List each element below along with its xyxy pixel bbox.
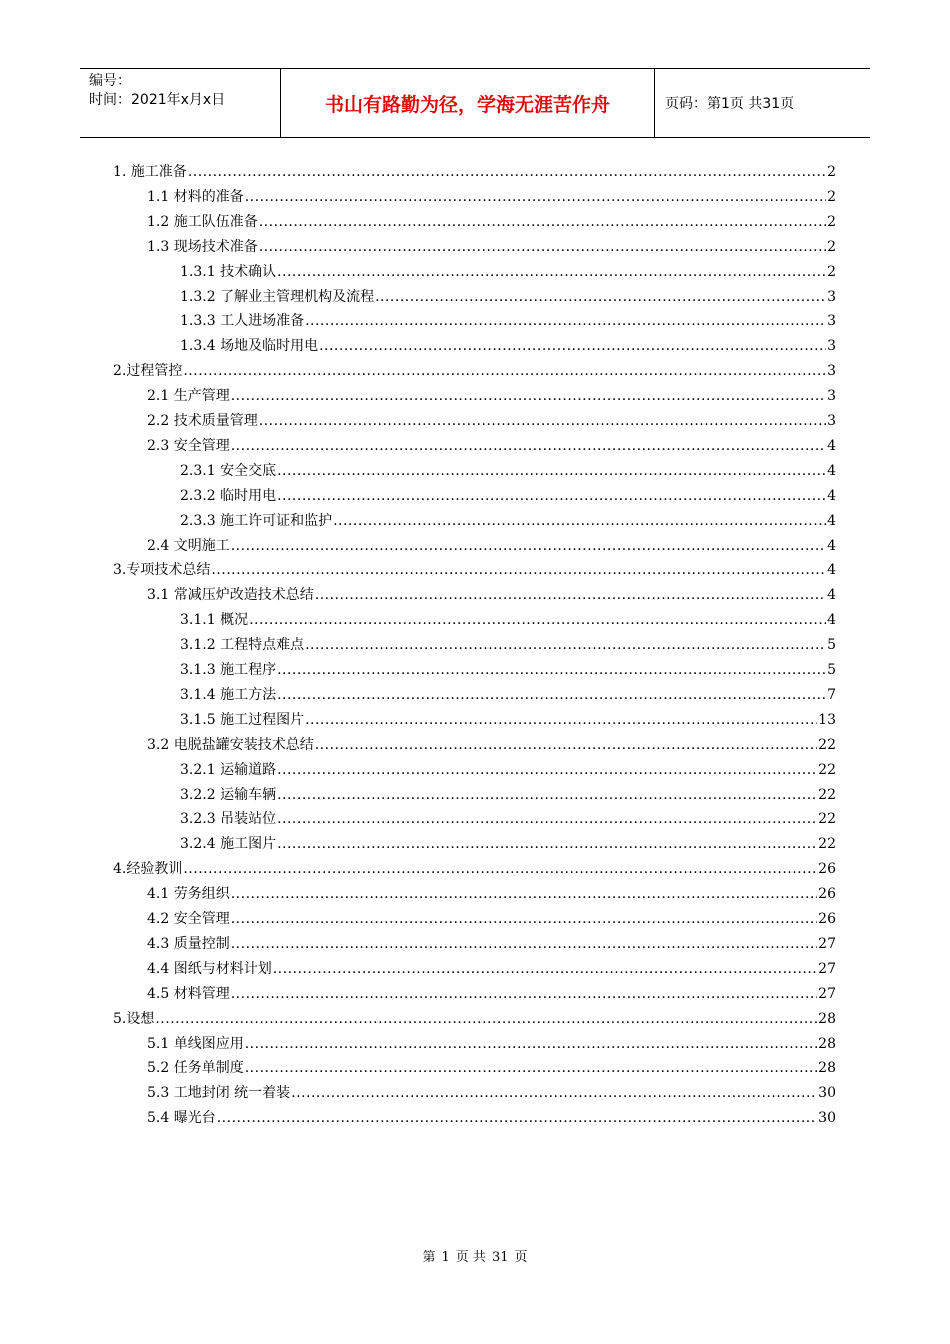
- toc-entry[interactable]: [147, 384, 836, 408]
- toc-entry[interactable]: [147, 982, 836, 1006]
- toc-entry[interactable]: [180, 334, 836, 358]
- toc-entry-page: 4: [827, 587, 836, 604]
- toc-leader-dots: [277, 459, 826, 483]
- toc-leader-dots: [259, 210, 826, 234]
- toc-entry[interactable]: [180, 285, 836, 309]
- toc-entry-page: 3: [827, 388, 836, 405]
- toc-entry[interactable]: [113, 857, 836, 881]
- toc-entry-page: 26: [818, 861, 836, 878]
- toc-entry-page: 3: [827, 363, 836, 380]
- toc-entry-page: 22: [818, 836, 836, 853]
- toc-leader-dots: [155, 1007, 817, 1031]
- toc-entry-page: 13: [818, 711, 836, 728]
- toc-leader-dots: [231, 534, 826, 558]
- toc-entry-label: 2.4 文明施工: [147, 537, 230, 554]
- toc-entry-page: 2: [827, 188, 836, 205]
- toc-entry-label: 1. 施工准备: [113, 164, 187, 180]
- toc-entry-label: 1.3 现场技术准备: [147, 238, 258, 255]
- header-number-label: 编号：: [89, 73, 131, 89]
- toc-entry-page: 7: [827, 686, 836, 703]
- footer-suffix: 页: [514, 1250, 528, 1265]
- toc-leader-dots: [231, 932, 817, 956]
- toc-leader-dots: [249, 608, 826, 632]
- toc-entry[interactable]: [180, 309, 836, 333]
- footer-prefix: 第: [422, 1250, 436, 1265]
- toc-entry[interactable]: [113, 558, 836, 582]
- toc-leader-dots: [231, 907, 817, 931]
- toc-entry[interactable]: [147, 932, 836, 956]
- toc-entry[interactable]: [147, 882, 836, 906]
- toc-entry-label: 1.1 材料的准备: [147, 188, 244, 205]
- toc-entry-label: 3.2.2 运输车辆: [180, 786, 277, 803]
- toc-entry-page: 22: [818, 736, 836, 753]
- toc-entry-label: 3.1.4 施工方法: [180, 686, 277, 703]
- toc-entry-label: 3.1.1 概况: [180, 612, 249, 629]
- toc-entry[interactable]: [180, 633, 836, 657]
- toc-entry-label: 4.2 安全管理: [147, 911, 230, 927]
- toc-entry-page: 4: [827, 512, 836, 529]
- toc-entry-label: 2.3 安全管理: [147, 437, 230, 454]
- toc-entry-label: 3.2.4 施工图片: [180, 836, 277, 853]
- toc-leader-dots: [277, 484, 826, 508]
- toc-leader-dots: [319, 334, 826, 358]
- toc-entry-label: 3.1 常减压炉改造技术总结: [147, 587, 314, 604]
- toc-entry-page: 3: [827, 288, 836, 305]
- toc-leader-dots: [305, 309, 826, 333]
- toc-leader-dots: [245, 185, 826, 209]
- toc-entry-page: 2: [827, 213, 836, 230]
- toc-entry-page: 5: [827, 662, 836, 678]
- toc-entry-label: 2.2 技术质量管理: [147, 413, 258, 429]
- toc-entry[interactable]: [180, 683, 836, 707]
- toc-entry[interactable]: [180, 758, 836, 782]
- toc-entry[interactable]: [180, 484, 836, 508]
- toc-entry-page: 26: [818, 911, 836, 927]
- toc-entry-page: 4: [827, 612, 836, 629]
- toc-leader-dots: [245, 1032, 817, 1056]
- toc-entry[interactable]: [113, 359, 836, 383]
- toc-entry[interactable]: [147, 434, 836, 458]
- toc-entry-page: 4: [827, 487, 836, 504]
- toc-entry-page: 4: [827, 562, 836, 579]
- toc-leader-dots: [277, 683, 826, 707]
- toc-entry-page: 22: [818, 786, 836, 803]
- header-time-label: 时间：2021年x月x日: [89, 92, 226, 108]
- toc-entry-page: 28: [818, 1060, 836, 1077]
- toc-entry-page: 2: [827, 263, 836, 280]
- header-motto: 书山有路勤为径，学海无涯苦作舟: [281, 69, 655, 137]
- toc-entry-label: 4.4 图纸与材料计划: [147, 960, 272, 977]
- toc-leader-dots: [211, 558, 826, 582]
- toc-leader-dots: [305, 633, 826, 657]
- toc-entry-label: 5.设想: [113, 1010, 155, 1027]
- footer-total-pages: 31: [491, 1250, 509, 1265]
- toc-entry[interactable]: [180, 459, 836, 483]
- toc-leader-dots: [259, 409, 826, 433]
- toc-entry-page: 2: [827, 238, 836, 255]
- toc-entry[interactable]: [180, 807, 836, 831]
- toc-entry[interactable]: [147, 409, 836, 433]
- toc-entry[interactable]: [180, 708, 836, 732]
- toc-entry[interactable]: [180, 608, 836, 632]
- toc-entry[interactable]: [147, 1032, 836, 1056]
- toc-leader-dots: [188, 160, 826, 184]
- toc-entry-page: 5: [827, 637, 836, 654]
- toc-leader-dots: [277, 783, 817, 807]
- toc-leader-dots: [273, 957, 817, 981]
- toc-leader-dots: [277, 832, 817, 856]
- toc-entry-page: 4: [827, 462, 836, 479]
- toc-leader-dots: [277, 260, 826, 284]
- toc-entry-page: 30: [818, 1110, 836, 1127]
- footer-mid: 页 共: [455, 1250, 486, 1265]
- toc-entry-page: 27: [818, 985, 836, 1002]
- toc-entry-label: 3.2.1 运输道路: [180, 761, 277, 778]
- toc-entry[interactable]: [147, 733, 836, 757]
- toc-leader-dots: [217, 1106, 817, 1130]
- toc-entry-page: 2: [827, 164, 836, 180]
- header-meta: [80, 69, 281, 137]
- toc-entry[interactable]: [180, 509, 836, 533]
- toc-entry-label: 2.3.1 安全交底: [180, 462, 277, 479]
- toc-leader-dots: [259, 235, 826, 259]
- toc-entry[interactable]: [147, 1081, 836, 1105]
- toc-entry-label: 1.3.4 场地及临时用电: [180, 338, 319, 355]
- toc-entry[interactable]: [180, 832, 836, 856]
- toc-leader-dots: [183, 359, 826, 383]
- toc-leader-dots: [277, 758, 817, 782]
- toc-leader-dots: [315, 583, 826, 607]
- toc-leader-dots: [231, 384, 826, 408]
- toc-leader-dots: [291, 1081, 817, 1105]
- toc-entry-label: 3.专项技术总结: [113, 562, 211, 579]
- toc-entry-label: 5.2 任务单制度: [147, 1060, 244, 1077]
- toc-entry-label: 4.5 材料管理: [147, 985, 230, 1002]
- toc-entry[interactable]: [180, 658, 836, 682]
- toc-entry[interactable]: [147, 210, 836, 234]
- toc-entry-page: 27: [818, 960, 836, 977]
- toc-leader-dots: [277, 807, 817, 831]
- toc-entry-page: 3: [827, 413, 836, 429]
- toc-entry[interactable]: [147, 235, 836, 259]
- toc-entry-page: 4: [827, 537, 836, 554]
- toc-entry[interactable]: [147, 534, 836, 558]
- toc-entry[interactable]: [147, 583, 836, 607]
- toc-entry-label: 2.过程管控: [113, 363, 183, 380]
- toc-leader-dots: [305, 708, 817, 732]
- toc-entry-label: 2.3.2 临时用电: [180, 487, 277, 504]
- toc-entry-label: 3.1.2 工程特点难点: [180, 637, 305, 654]
- toc-entry-label: 1.3.2 了解业主管理机构及流程: [180, 288, 375, 305]
- toc-entry[interactable]: [147, 1106, 836, 1130]
- toc-entry[interactable]: [113, 160, 836, 184]
- toc-leader-dots: [333, 509, 826, 533]
- toc-entry-page: 27: [818, 935, 836, 952]
- toc-entry[interactable]: [147, 185, 836, 209]
- toc-leader-dots: [315, 733, 817, 757]
- toc-entry[interactable]: [147, 1056, 836, 1080]
- toc-entry-page: 3: [827, 338, 836, 355]
- toc-leader-dots: [277, 658, 826, 682]
- toc-leader-dots: [183, 857, 817, 881]
- toc-entry-page: 28: [818, 1035, 836, 1052]
- page-header: [80, 68, 870, 138]
- toc-entry-label: 3.2.3 吊装站位: [180, 811, 277, 828]
- toc-leader-dots: [231, 434, 826, 458]
- header-page-info: 页码：第1页 共31页: [665, 96, 795, 112]
- toc-entry-label: 4.经验教训: [113, 861, 183, 878]
- toc-entry-label: 2.3.3 施工许可证和监护: [180, 512, 333, 529]
- toc-entry-page: 26: [818, 886, 836, 903]
- footer-current-page: 1: [441, 1250, 450, 1265]
- toc-entry-label: 3.1.5 施工过程图片: [180, 711, 305, 728]
- toc-entry-label: 1.3.3 工人进场准备: [180, 313, 305, 330]
- toc-entry-page: 28: [818, 1010, 836, 1027]
- toc-entry-page: 30: [818, 1085, 836, 1102]
- toc-entry-page: 22: [818, 761, 836, 778]
- toc-entry[interactable]: [180, 783, 836, 807]
- toc-entry[interactable]: [147, 957, 836, 981]
- toc-entry-page: 4: [827, 437, 836, 454]
- toc-leader-dots: [245, 1056, 817, 1080]
- toc-entry-label: 5.1 单线图应用: [147, 1035, 244, 1052]
- toc-leader-dots: [231, 882, 817, 906]
- toc-entry-label: 2.1 生产管理: [147, 388, 230, 405]
- toc-entry-label: 4.3 质量控制: [147, 935, 230, 952]
- page-footer: [0, 1246, 950, 1265]
- toc-entry-label: 4.1 劳务组织: [147, 886, 230, 903]
- toc-entry[interactable]: [147, 907, 836, 931]
- toc-entry-page: 3: [827, 313, 836, 330]
- toc-entry-label: 5.4 曝光台: [147, 1110, 216, 1127]
- toc-entry-label: 1.3.1 技术确认: [180, 263, 277, 280]
- toc-entry-label: 5.3 工地封闭 统一着装: [147, 1085, 291, 1102]
- toc-entry[interactable]: [113, 1007, 836, 1031]
- toc-entry-page: 22: [818, 811, 836, 828]
- toc-entry-label: 1.2 施工队伍准备: [147, 213, 258, 230]
- toc-leader-dots: [375, 285, 826, 309]
- toc-entry-label: 3.2 电脱盐罐安装技术总结: [147, 736, 314, 753]
- toc-entry[interactable]: [180, 260, 836, 284]
- toc-entry-label: 3.1.3 施工程序: [180, 662, 277, 678]
- toc-leader-dots: [231, 982, 817, 1006]
